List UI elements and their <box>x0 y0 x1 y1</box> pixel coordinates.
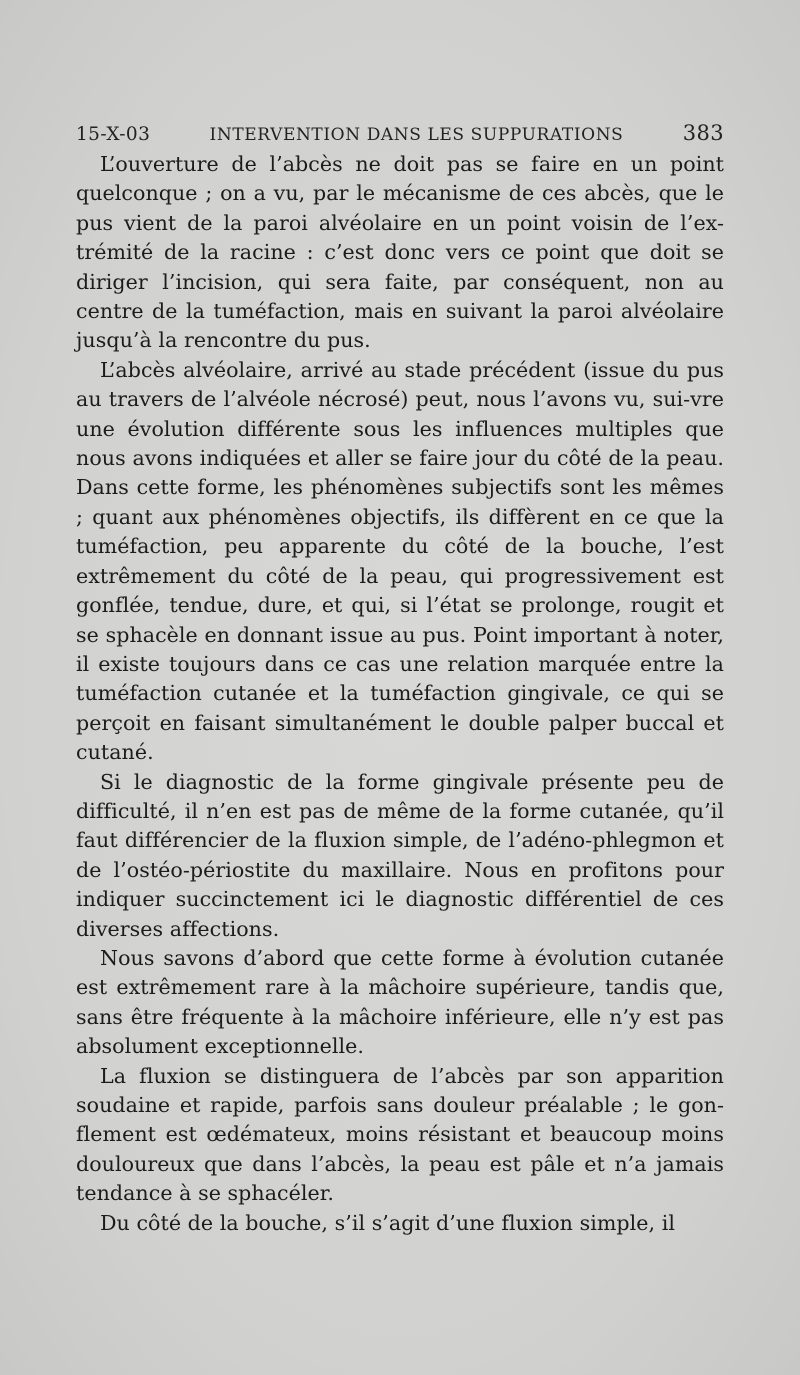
running-head <box>76 116 724 150</box>
paragraph: L’ouverture de l’abcès ne doit pas se faire en un point quelconque ; on a vu, par le mécanisme de ces abcès, que le pus vient de la paroi alvéolaire en un point voisin de l’ex-trémité de la racine : c’est donc vers ce point que doit se diriger l’incision, qui sera faite, par conséquent, non au centre de la tuméfaction, mais en suivant la paroi alvéolaire jusqu’à la rencontre du pus. <box>76 152 724 353</box>
paragraph: Du côté de la bouche, s’il s’agit d’une fluxion simple, il <box>100 1210 675 1235</box>
header-date: 15-X-03 <box>76 124 151 145</box>
book-page <box>76 116 724 1238</box>
paragraph: Si le diagnostic de la forme gingivale présente peu de difficulté, il n’en est pas de même de la forme cutanée, qu’il faut différencier de la fluxion simple, de l’adéno-phlegmon et de l’ostéo-périostite du maxillaire. Nous en profitons pour indiquer succinctement ici le diagnostic différentiel de ces diverses affections. <box>76 769 724 941</box>
body-text <box>76 150 724 1238</box>
paragraph: La fluxion se distinguera de l’abcès par son apparition soudaine et rapide, parfois sans douleur préalable ; le gon-flement est œdémateux, moins résistant et beaucoup moins douloureux que dans l’abcès, la peau est pâle et n’a jamais tendance à se sphacéler. <box>76 1063 724 1206</box>
page-number: 383 <box>682 121 724 145</box>
paragraph: L’abcès alvéolaire, arrivé au stade précédent (issue du pus au travers de l’alvéole nécrosé) peut, nous l’avons vu, sui-vre une évolution différente sous les influences multiples que nous avons indiquées et aller se faire jour du côté de la peau. Dans cette forme, les phénomènes subjectifs sont les mêmes ; quant aux phénomènes objectifs, ils diffèrent en ce que la tuméfaction, peu apparente du côté de la bouche, l’est extrêmement du côté de la peau, qui progressivement est gonflée, tendue, dure, et qui, si l’état se prolonge, rougit et se sphacèle en donnant issue au pus. Point important à noter, il existe toujours dans ce cas une relation marquée entre la tuméfaction cutanée et la tuméfaction gingivale, ce qui se perçoit en faisant simultanément le double palper buccal et cutané. <box>76 357 724 765</box>
paragraph: Nous savons d’abord que cette forme à évolution cutanée est extrêmement rare à la mâchoire supérieure, tandis que, sans être fréquente à la mâchoire inférieure, elle n’y est pas absolument exceptionnelle. <box>76 945 724 1059</box>
header-title: INTERVENTION DANS LES SUPPURATIONS <box>209 125 624 145</box>
